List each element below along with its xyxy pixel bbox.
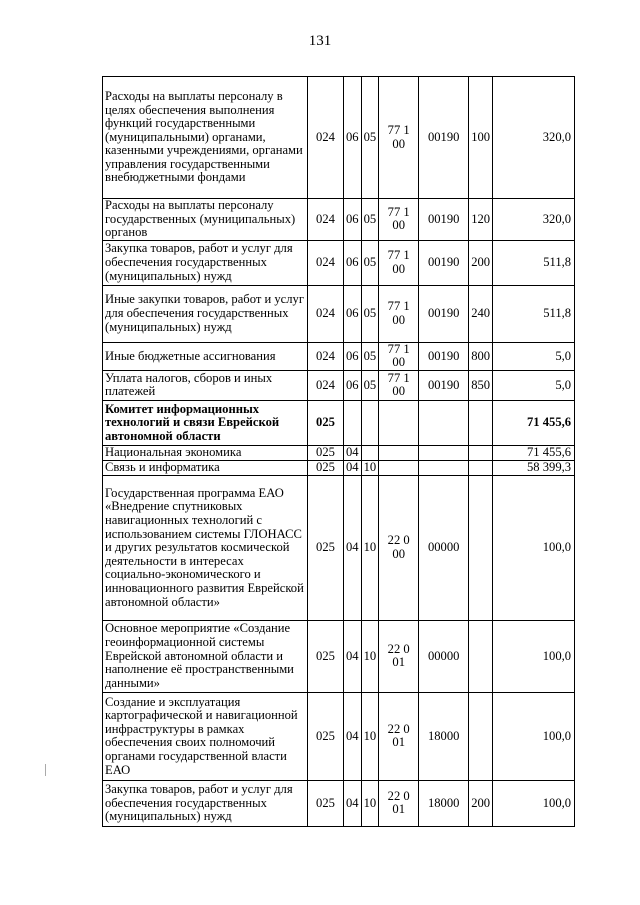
- table-body: [103, 77, 575, 827]
- grbs-code-cell: 024: [308, 342, 344, 370]
- section-code-cell: 04: [344, 460, 362, 475]
- table-row: [103, 780, 575, 826]
- target-article-direction-cell: [419, 445, 469, 460]
- subsection-code-cell: 10: [361, 460, 379, 475]
- expense-name-cell: Иные закупки товаров, работ и услуг для обеспечения государственных (муниципальных) нужд: [103, 285, 308, 342]
- table-row: [103, 445, 575, 460]
- amount-cell: 320,0: [493, 77, 575, 199]
- subsection-code-cell: 05: [361, 285, 379, 342]
- expense-name-cell: Создание и эксплуатация картографической и навигационной инфраструктуры в рамках обеспечения своих полномочий органами государственной власти ЕАО: [103, 692, 308, 780]
- subsection-code-cell: [361, 400, 379, 445]
- target-article-program-cell: 77 1 00: [379, 240, 419, 285]
- grbs-code-cell: 025: [308, 692, 344, 780]
- target-article-program-cell: 77 1 00: [379, 370, 419, 400]
- target-article-program-cell: [379, 400, 419, 445]
- expense-type-cell: 120: [469, 199, 493, 241]
- grbs-code-cell: 024: [308, 285, 344, 342]
- section-code-cell: 04: [344, 475, 362, 620]
- subsection-code-cell: 05: [361, 342, 379, 370]
- target-article-program-cell: 77 1 00: [379, 199, 419, 241]
- target-article-program-cell: [379, 460, 419, 475]
- subsection-code-cell: 05: [361, 199, 379, 241]
- target-article-direction-cell: [419, 400, 469, 445]
- section-code-cell: 06: [344, 370, 362, 400]
- section-code-cell: 04: [344, 780, 362, 826]
- amount-cell: 5,0: [493, 370, 575, 400]
- expense-name-cell: Национальная экономика: [103, 445, 308, 460]
- target-article-direction-cell: 18000: [419, 692, 469, 780]
- amount-cell: 511,8: [493, 285, 575, 342]
- target-article-program-cell: 22 0 01: [379, 692, 419, 780]
- target-article-program-cell: [379, 445, 419, 460]
- expense-name-cell: Иные бюджетные ассигнования: [103, 342, 308, 370]
- amount-cell: 320,0: [493, 199, 575, 241]
- grbs-code-cell: 025: [308, 460, 344, 475]
- amount-cell: 5,0: [493, 342, 575, 370]
- section-code-cell: 06: [344, 285, 362, 342]
- target-article-program-cell: 77 1 00: [379, 77, 419, 199]
- expense-name-cell: Расходы на выплаты персоналу государственных (муниципальных) органов: [103, 199, 308, 241]
- target-article-program-cell: 22 0 00: [379, 475, 419, 620]
- expense-name-cell: Комитет информационных технологий и связи Еврейской автономной области: [103, 400, 308, 445]
- target-article-direction-cell: 00000: [419, 620, 469, 692]
- target-article-direction-cell: 00190: [419, 342, 469, 370]
- amount-cell: 100,0: [493, 620, 575, 692]
- table-row: [103, 342, 575, 370]
- target-article-program-cell: 22 0 01: [379, 780, 419, 826]
- subsection-code-cell: [361, 445, 379, 460]
- expense-type-cell: 200: [469, 240, 493, 285]
- expense-name-cell: Связь и информатика: [103, 460, 308, 475]
- target-article-program-cell: 77 1 00: [379, 285, 419, 342]
- amount-cell: 58 399,3: [493, 460, 575, 475]
- subsection-code-cell: 05: [361, 370, 379, 400]
- budget-table: [102, 76, 575, 827]
- expense-name-cell: Государственная программа ЕАО «Внедрение спутниковых навигационных технологий с использованием системы ГЛОНАСС и других результатов космической деятельности в интересах социально-экономического и инновационного развития Еврейской автономной области»: [103, 475, 308, 620]
- target-article-direction-cell: 00190: [419, 285, 469, 342]
- expense-type-cell: [469, 460, 493, 475]
- grbs-code-cell: 025: [308, 400, 344, 445]
- target-article-direction-cell: 00000: [419, 475, 469, 620]
- table-row: [103, 370, 575, 400]
- section-code-cell: 06: [344, 77, 362, 199]
- target-article-program-cell: 22 0 01: [379, 620, 419, 692]
- expense-type-cell: [469, 620, 493, 692]
- target-article-direction-cell: [419, 460, 469, 475]
- target-article-direction-cell: 00190: [419, 199, 469, 241]
- amount-cell: 100,0: [493, 475, 575, 620]
- table-row: [103, 692, 575, 780]
- target-article-direction-cell: 18000: [419, 780, 469, 826]
- expense-type-cell: [469, 475, 493, 620]
- expense-name-cell: Закупка товаров, работ и услуг для обеспечения государственных (муниципальных) нужд: [103, 240, 308, 285]
- grbs-code-cell: 024: [308, 370, 344, 400]
- expense-type-cell: 100: [469, 77, 493, 199]
- grbs-code-cell: 025: [308, 780, 344, 826]
- section-code-cell: 04: [344, 620, 362, 692]
- table-row: [103, 620, 575, 692]
- subsection-code-cell: 10: [361, 475, 379, 620]
- target-article-program-cell: 77 1 00: [379, 342, 419, 370]
- expense-name-cell: Закупка товаров, работ и услуг для обеспечения государственных (муниципальных) нужд: [103, 780, 308, 826]
- subsection-code-cell: 05: [361, 240, 379, 285]
- table-row: [103, 199, 575, 241]
- expense-name-cell: Основное мероприятие «Создание геоинформационной системы Еврейской автономной области и наполнение её пространственными данными»: [103, 620, 308, 692]
- amount-cell: 511,8: [493, 240, 575, 285]
- subsection-code-cell: 10: [361, 780, 379, 826]
- expense-type-cell: 800: [469, 342, 493, 370]
- subsection-code-cell: 10: [361, 692, 379, 780]
- subsection-code-cell: 10: [361, 620, 379, 692]
- target-article-direction-cell: 00190: [419, 77, 469, 199]
- amount-cell: 100,0: [493, 692, 575, 780]
- amount-cell: 100,0: [493, 780, 575, 826]
- page-number: 131: [308, 33, 332, 49]
- section-code-cell: 06: [344, 199, 362, 241]
- grbs-code-cell: 024: [308, 199, 344, 241]
- expense-type-cell: [469, 400, 493, 445]
- grbs-code-cell: 025: [308, 475, 344, 620]
- table-row: [103, 285, 575, 342]
- expense-name-cell: Уплата налогов, сборов и иных платежей: [103, 370, 308, 400]
- expense-type-cell: 850: [469, 370, 493, 400]
- section-code-cell: 06: [344, 240, 362, 285]
- section-code-cell: 04: [344, 445, 362, 460]
- section-code-cell: 06: [344, 342, 362, 370]
- section-code-cell: [344, 400, 362, 445]
- table-row: [103, 77, 575, 199]
- expense-name-cell: Расходы на выплаты персоналу в целях обеспечения выполнения функций государственными (муниципальными) органами, казенными учреждениями, органами управления государственными внебюджетными фондами: [103, 77, 308, 199]
- table-row: [103, 475, 575, 620]
- grbs-code-cell: 025: [308, 445, 344, 460]
- grbs-code-cell: 024: [308, 240, 344, 285]
- table-row: [103, 460, 575, 475]
- amount-cell: 71 455,6: [493, 445, 575, 460]
- expense-type-cell: 240: [469, 285, 493, 342]
- expense-type-cell: [469, 445, 493, 460]
- expense-type-cell: 200: [469, 780, 493, 826]
- section-code-cell: 04: [344, 692, 362, 780]
- expense-type-cell: [469, 692, 493, 780]
- table-row: [103, 240, 575, 285]
- target-article-direction-cell: 00190: [419, 240, 469, 285]
- amount-cell: 71 455,6: [493, 400, 575, 445]
- grbs-code-cell: 025: [308, 620, 344, 692]
- table-row: [103, 400, 575, 445]
- subsection-code-cell: 05: [361, 77, 379, 199]
- margin-mark: [45, 764, 46, 776]
- target-article-direction-cell: 00190: [419, 370, 469, 400]
- grbs-code-cell: 024: [308, 77, 344, 199]
